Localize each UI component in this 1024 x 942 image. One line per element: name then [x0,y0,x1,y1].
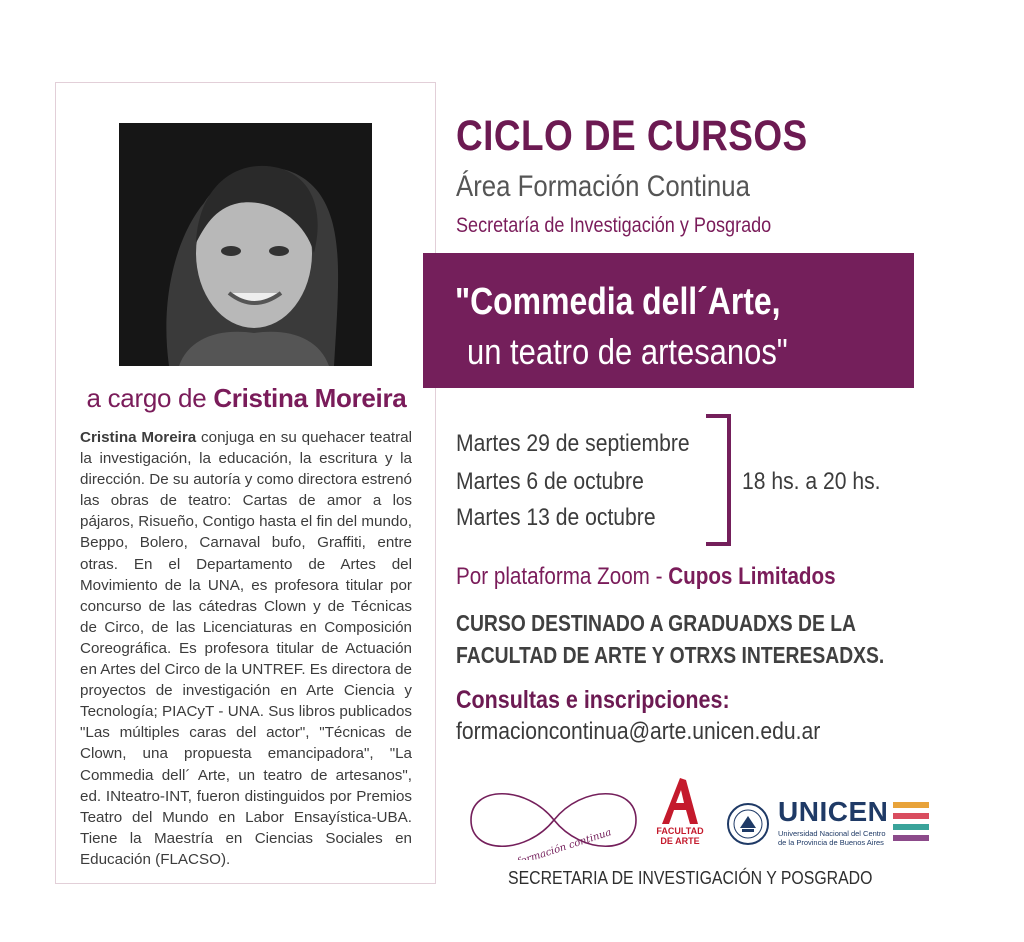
unicen-name: UNICEN [778,796,889,827]
facultad-label [652,826,708,846]
instructor-photo [119,123,372,366]
unicen-stripes-icon [893,802,929,844]
audience-line-1: CURSO DESTINADO A GRADUADXS DE LA [456,610,857,636]
instructor-card [55,82,436,884]
facultad-line2: DE ARTE [660,836,700,846]
bio-name: Cristina Moreira [80,429,197,446]
byline-prefix: a cargo de [86,383,214,413]
course-title-line1: "Commedia dell´Arte, [455,281,781,323]
date-3: Martes 13 de octubre [456,504,656,531]
course-title-banner [423,253,914,388]
contact-email[interactable]: formacioncontinua@arte.unicen.edu.ar [456,718,821,745]
facultad-line1: FACULTAD [656,826,704,836]
course-title-line2: un teatro de artesanos" [467,331,788,372]
platform-text: Por plataforma Zoom - [456,563,669,590]
stripe-orange [893,802,929,808]
date-1: Martes 29 de septiembre [456,430,690,457]
formacion-continua-logo [466,780,641,860]
university-seal-icon [726,802,770,846]
date-2: Martes 6 de octubre [456,468,644,495]
instructor-byline [56,383,437,414]
facultad-de-arte-logo [652,776,708,850]
area-subtitle: Área Formación Continua [456,170,750,203]
stripe-purple [893,835,929,841]
instructor-name: Cristina Moreira [213,383,407,413]
platform-info [456,563,836,591]
instructor-bio [80,427,412,870]
bio-text: conjuga en su quehacer teatral la investigación, la educación, la escritura y la dirección. De su autoría y como directora estrenó las obras de teatro: Cartas de amor a los pájaros, Risueño, Contigo hasta el fin del mundo, Beppo, Bolero, Carnaval bufo, Graffiti, entre otras. En el Departamento de Artes del Movimiento de la UNA, es profesora titular por concurso de las cátedras Clown y de Técnicas de Circo, de las Licenciaturas en Composición Coreográfica. Es profesora titular de Actuación en Artes del Circo de la UNTREF. Es directora de proyectos de investigación en Arte Ciencia y Tecnología; PIACyT - UNA. Sus libros publicados "Las múltiples caras del actor", "Técnicas de Clown, una propuesta emancipadora", "La Commedia dell´ Arte, un teatro de artesanos", ed. INteatro-INT, fueron distinguidos por Premios Teatro del Mundo en Labor Ensayística-UBA. Tiene la Maestría en Ciencias Sociales en Educación (FLACSO). [80,429,412,868]
schedule-time: 18 hs. a 20 hs. [742,468,881,495]
footer-label: SECRETARIA DE INVESTIGACIÓN Y POSGRADO [508,868,873,888]
unicen-sub2: de la Provincia de Buenos Aires [778,838,884,847]
unicen-sub1: Universidad Nacional del Centro [778,829,886,838]
page-title: CICLO DE CURSOS [456,112,808,160]
schedule-bracket [706,414,731,546]
audience-line-2: FACULTAD DE ARTE Y OTRXS INTERESADXS. [456,642,885,668]
unicen-subtitle [778,829,886,847]
department-label: Secretaría de Investigación y Posgrado [456,214,772,237]
stripe-red [893,813,929,819]
unicen-logo [778,796,889,848]
stripe-teal [893,824,929,830]
contact-heading: Consultas e inscripciones: [456,686,730,714]
formacion-continua-text: formación continua [515,827,613,860]
cupos-limitados: Cupos Limitados [668,563,836,590]
